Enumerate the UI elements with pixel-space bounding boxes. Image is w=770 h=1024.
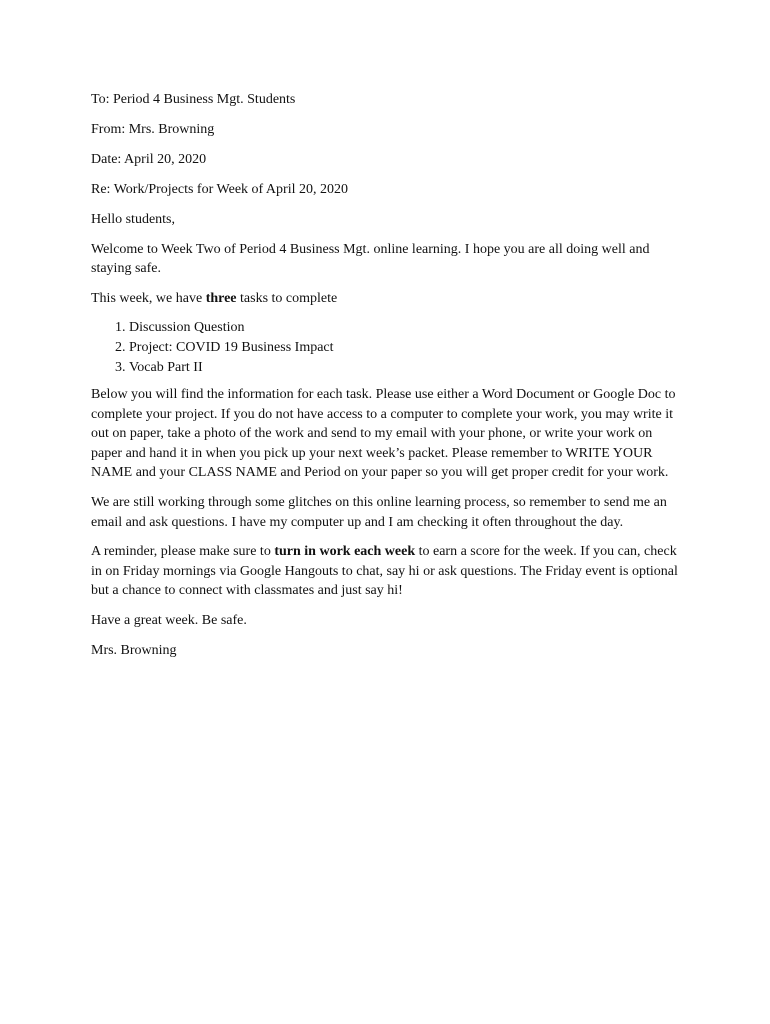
memo-subject: Re: Work/Projects for Week of April 20, 2020 [91,181,348,197]
reminder-after: to earn a score for the week. If you can, check in on Friday mornings via Google Hangouts to chat, say hi or ask questions. The Friday event is optional but a chance to connect with classmates and just say hi! [91,544,678,599]
closing-line: Have a great week. Be safe. [91,613,247,629]
reminder-before: A reminder, please make sure to [91,544,275,560]
tasks-intro-before: This week, we have [91,290,206,306]
list-item: 2. Project: COVID 19 Business Impact [129,338,680,358]
tasks-count-bold: three [205,290,237,306]
memo-date: Date: April 20, 2020 [91,151,207,167]
reminder-bold: turn in work each week [274,544,416,560]
signature: Mrs. Browning [91,642,177,658]
memo-from: From: Mrs. Browning [91,121,215,137]
tasks-intro [91,289,680,309]
greeting: Hello students, [91,211,175,227]
list-item: 1. Discussion Question [129,318,680,338]
memo-to: To: Period 4 Business Mgt. Students [91,92,296,107]
list-item: 3. Vocab Part II [129,358,680,378]
task-list [91,318,680,377]
tasks-intro-after: tasks to complete [236,290,338,306]
instructions-paragraph: Below you will find the information for each task. Please use either a Word Document or Google Doc to complete your project. If you do not have access to a computer to complete your work, you may write it out on paper, take a photo of the work and send to my email with your phone, or write your work on paper and hand it in when you pick up your next week’s packet. Please remember to WRITE YOUR NAME and your CLASS NAME and Period on your paper so you will get proper credit for your work. [91,387,676,481]
glitches-paragraph: We are still working through some glitches on this online learning process, so remember to send me an email and ask questions. I have my computer up and I am checking it often throughout the day. [91,495,667,530]
reminder-paragraph [91,542,680,601]
welcome-paragraph: Welcome to Week Two of Period 4 Business Mgt. online learning. I hope you are all doing well and staying safe. [91,241,650,277]
